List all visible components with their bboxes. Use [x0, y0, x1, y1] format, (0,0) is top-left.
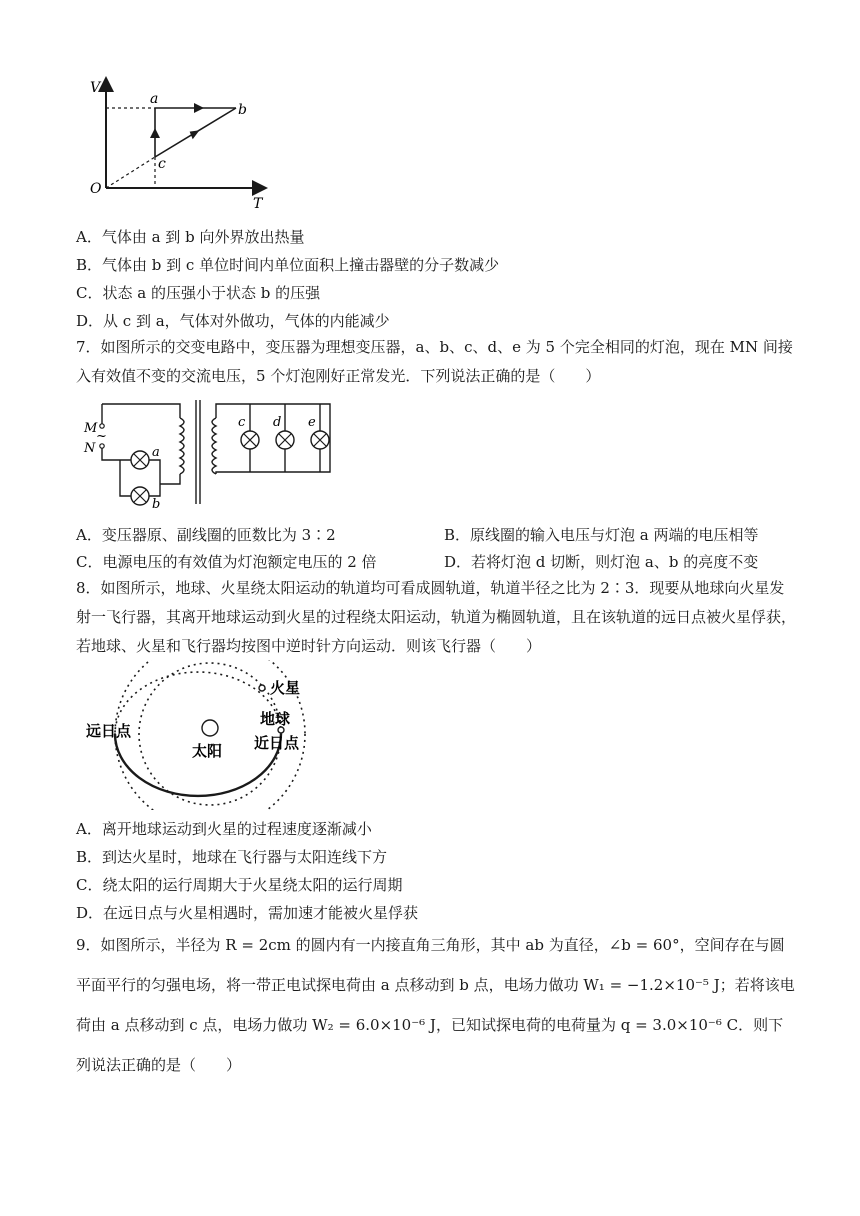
arrow-bc	[190, 130, 201, 139]
primary-top-wire	[102, 404, 180, 418]
dashed-origin-c	[106, 157, 155, 188]
q6-option-a: A．气体由 a 到 b 向外界放出热量	[76, 228, 305, 246]
lamp-a	[131, 451, 149, 469]
q7-option-c: C．电源电压的有效值为灯泡额定电压的 2 倍	[76, 553, 377, 571]
q8-stem: 8．如图所示，地球、火星绕太阳运动的轨道均可看成圆轨道，轨道半径之比为 2∶3．现要从地球向火星发射一飞行器，其离开地球运动到火星的过程绕太阳运动，轨道为椭圆轨道，且在该轨道的远日点被火星俘获，若地球、火星和飞行器均按图中逆时针方向运动．则该飞行器（ ）	[76, 579, 797, 655]
transfer-orbit-dashed	[115, 672, 281, 734]
pt-c-label: c	[158, 156, 166, 172]
sun	[202, 720, 218, 736]
pt-b-label: b	[238, 102, 247, 118]
lamp-b	[131, 487, 149, 505]
q7-option-a: A．变压器原、副线圈的匝数比为 3∶2	[76, 526, 336, 544]
q7-stem: 7．如图所示的交变电路中，变压器为理想变压器，a、b、c、d、e 为 5 个完全相同的灯泡，现在 MN 间接入有效值不变的交流电压，5 个灯泡刚好正常发光．下列说法正确的是（ ）	[76, 338, 793, 385]
label-m: M	[84, 421, 98, 436]
vt-diagram	[86, 72, 276, 217]
arrow-ab	[194, 103, 204, 113]
axis-t-label: T	[253, 196, 263, 212]
label-d: d	[273, 415, 282, 430]
label-sun: 太阳	[192, 742, 223, 760]
q7-option-b: B．原线圈的输入电压与灯泡 a 两端的电压相等	[444, 526, 759, 544]
terminal-m	[100, 424, 104, 428]
lamp-c	[241, 431, 259, 449]
q6-option-d: D．从 c 到 a，气体对外做功，气体的内能减少	[76, 312, 390, 330]
label-mars: 火星	[270, 679, 301, 697]
q9-stem: 9．如图所示，半径为 R = 2cm 的圆内有一内接直角三角形，其中 ab 为直径，∠b = 60°，空间存在与圆平面平行的匀强电场，将一带正电试探电荷由 a 点移动到 b 点，电场力做功 W₁ = −1.2×10⁻⁵ J；若将该电荷由 a 点移动到 c 点，电场力做功 W₂ = 6.0×10⁻⁶ J，已知试探电荷的电荷量为 q = 3.0×10⁻⁶ C．则下列说法正确的是（ ）	[76, 936, 795, 1074]
label-c: c	[238, 415, 246, 430]
q8-option-c: C．绕太阳的运行周期大于火星绕太阳的运行周期	[76, 876, 403, 894]
primary-bottom-wire	[160, 474, 180, 484]
label-aphelion: 远日点	[86, 722, 132, 740]
transformer-circuit	[80, 396, 340, 511]
mars	[259, 685, 265, 691]
q8-option-d: D．在远日点与火星相遇时，需加速才能被火星俘获	[76, 904, 419, 922]
label-b: b	[152, 497, 161, 511]
axis-v-label: V	[90, 80, 101, 96]
secondary-coil	[212, 418, 216, 474]
q8-option-b: B．到达火星时，地球在飞行器与太阳连线下方	[76, 848, 388, 866]
orbit-diagram	[86, 660, 326, 810]
label-n: N	[84, 441, 96, 456]
q6-option-b: B．气体由 b 到 c 单位时间内单位面积上撞击器壁的分子数减少	[76, 256, 500, 274]
q8-option-a: A．离开地球运动到火星的过程速度逐渐减小	[76, 820, 372, 838]
q7-option-d: D．若将灯泡 d 切断，则灯泡 a、b 的亮度不变	[444, 553, 759, 571]
origin-label: O	[90, 181, 102, 197]
q6-option-c: C．状态 a 的压强小于状态 b 的压强	[76, 284, 321, 302]
terminal-n	[100, 444, 104, 448]
label-perihelion: 近日点	[254, 734, 300, 752]
primary-coil	[180, 418, 184, 474]
pt-a-label: a	[150, 91, 159, 107]
arrow-ca	[150, 128, 160, 138]
lamp-e	[311, 431, 329, 449]
label-earth: 地球	[260, 710, 291, 728]
label-a: a	[152, 445, 160, 460]
lamp-d	[276, 431, 294, 449]
label-e: e	[308, 415, 316, 430]
label-ac: ~	[96, 429, 107, 444]
